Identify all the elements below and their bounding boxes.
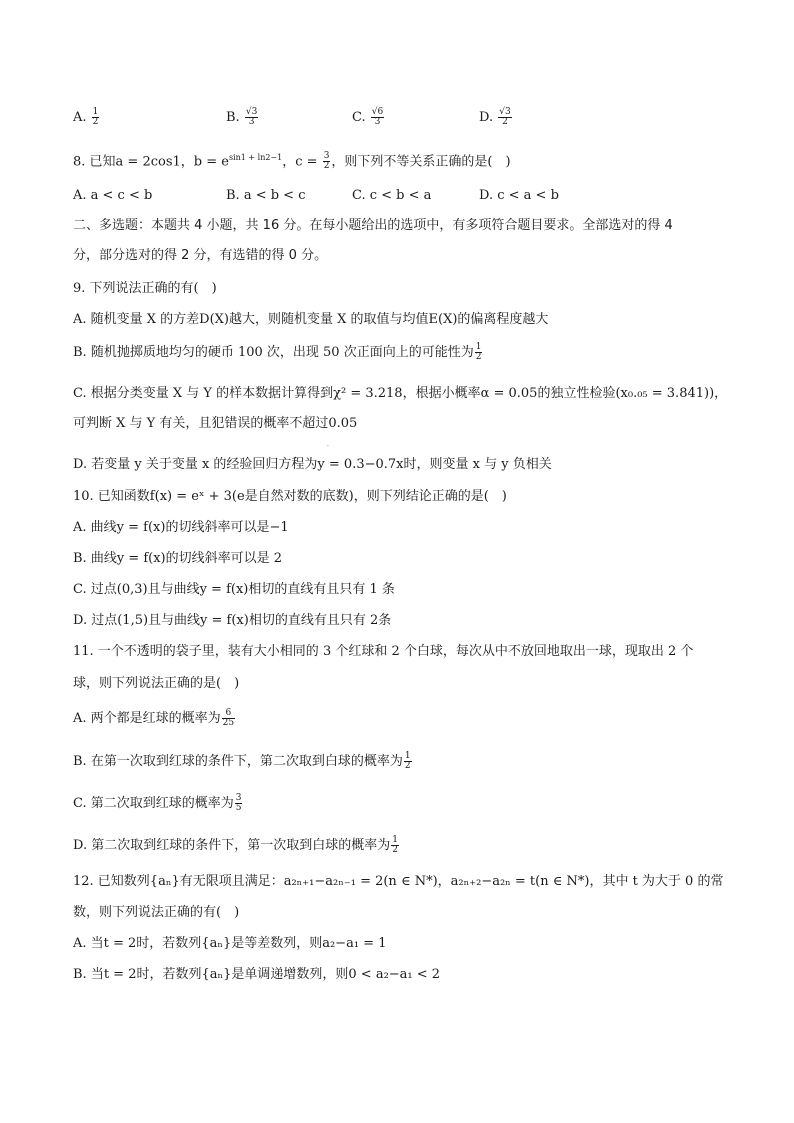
q8-option-a: A. a < c < b	[73, 188, 153, 203]
q7-option-b: B. $\frac{√3}{3}$	[226, 107, 258, 127]
fraction: $\frac{1}{2}$	[92, 107, 99, 127]
q11-option-c: C. 第二次取到红球的概率为 $\frac{3}{5}$	[73, 793, 242, 813]
q10-option-a: A. 曲线y = f(x)的切线斜率可以是−1	[73, 520, 289, 535]
fraction: $\frac{3}{2}$	[323, 151, 330, 172]
q12-stem-cont: 数，则下列说法正确的有( )	[73, 905, 240, 920]
q11-option-b: B. 在第一次取到红球的条件下，第二次取到白球的概率为 $\frac{1}{2}$	[73, 751, 411, 771]
q8-stem: 8. 已知a = 2cos1，$b = e^{sin1 + ln2-1}$，c = $\frac{3}{2}$ ，则下列不等关系正确的是( )	[73, 151, 511, 172]
q10-stem: 10. 已知函数f(x) = eˣ + 3(e是自然对数的底数)，则下列结论正确的是( )	[73, 489, 507, 504]
q9-option-c: C. 根据分类变量 X 与 Y 的样本数据计算得到χ² = 3.218，根据小概率α = 0.05的独立性检验(x₀.₀₅ = 3.841))，	[73, 386, 728, 401]
stray-mark: ·	[327, 443, 329, 450]
q11-stem: 11. 一个不透明的袋子里，装有大小相同的 3 个红球和 2 个白球，每次从中不放回地取出一球，现取出 2 个	[73, 644, 694, 659]
q7-option-c: C. $\frac{√6}{3}$	[352, 107, 384, 127]
q10-option-b: B. 曲线y = f(x)的切线斜率可以是 2	[73, 551, 283, 566]
q9-option-b: B. 随机抛掷质地均匀的硬币 100 次，出现 50 次正面向上的可能性为 $\frac{1}{2}$	[73, 342, 482, 362]
q7-option-d: D. $\frac{√3}{2}$	[479, 107, 511, 127]
q8-option-b: B. a < b < c	[226, 188, 306, 203]
q11-stem-cont: 球，则下列说法正确的是( )	[73, 676, 240, 691]
q9-stem: 9. 下列说法正确的有( )	[73, 281, 217, 296]
section-heading: 二、多选题：本题共 4 小题，共 16 分。在每小题给出的选项中，有多项符合题目要求。全部选对的得 4	[73, 218, 673, 233]
q11-option-a: A. 两个都是红球的概率为 $\frac{6}{25}$	[73, 708, 235, 728]
fraction: $\frac{√3}{3}$	[245, 107, 258, 127]
section-instructions: 分，部分选对的得 2 分，有选错的得 0 分。	[73, 248, 328, 263]
fraction: $\frac{3}{5}$	[235, 793, 242, 813]
q8-option-d: D. c < a < b	[479, 188, 559, 203]
q11-option-d: D. 第二次取到红球的条件下，第一次取到白球的概率为 $\frac{1}{2}$	[73, 835, 398, 855]
q9-option-c-cont: 可判断 X 与 Y 有关，且犯错误的概率不超过0.05	[73, 416, 358, 431]
q12-option-b: B. 当t = 2时，若数列{aₙ}是单调递增数列，则0 < a₂−a₁ < 2	[73, 967, 441, 982]
q8-option-c: C. c < b < a	[352, 188, 432, 203]
q12-stem: 12. 已知数列{aₙ}有无限项且满足：a₂ₙ₊₁−a₂ₙ₋₁ = 2(n ∈ N*)，a₂ₙ₊₂−a₂ₙ = t(n ∈ N*)，其中 t 为大于 0 的常	[73, 874, 724, 889]
fraction: $\frac{1}{2}$	[392, 835, 398, 855]
q10-option-d: D. 过点(1,5)且与曲线y = f(x)相切的直线有且只有 2条	[73, 613, 392, 628]
fraction: $\frac{6}{25}$	[222, 708, 235, 728]
fraction: $\frac{1}{2}$	[404, 751, 411, 771]
fraction: $\frac{√3}{2}$	[499, 107, 511, 127]
q7-option-a: A. $\frac{1}{2}$	[73, 107, 99, 127]
fraction: $\frac{√6}{3}$	[371, 107, 384, 127]
q12-option-a: A. 当t = 2时，若数列{aₙ}是等差数列，则a₂−a₁ = 1	[73, 936, 387, 951]
q9-option-d: D. 若变量 y 关于变量 x 的经验回归方程为y = 0.3−0.7x时，则变量 x 与 y 负相关	[73, 457, 552, 472]
q9-option-a: A. 随机变量 X 的方差D(X)越大，则随机变量 X 的取值与均值E(X)的偏离程度越大	[73, 312, 549, 327]
fraction: $\frac{1}{2}$	[475, 342, 482, 362]
q10-option-c: C. 过点(0,3)且与曲线y = f(x)相切的直线有且只有 1 条	[73, 582, 395, 597]
